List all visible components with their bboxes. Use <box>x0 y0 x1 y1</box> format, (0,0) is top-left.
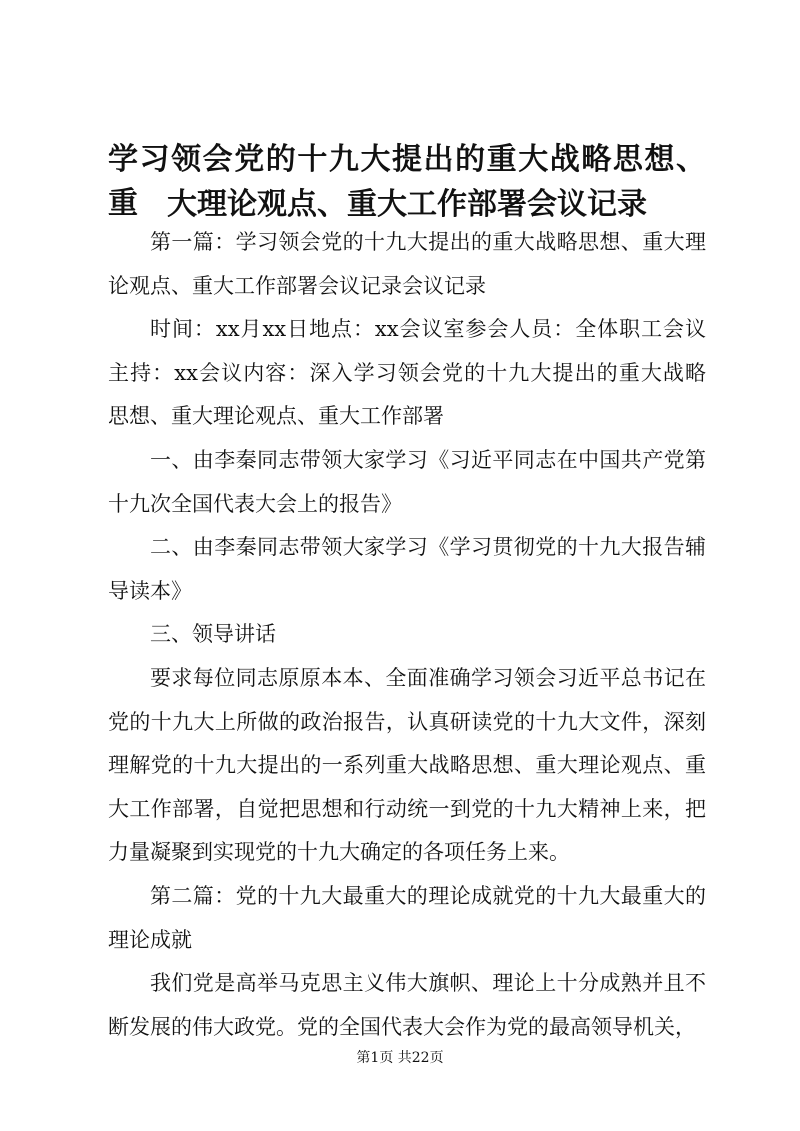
paragraph-line: 三、领导讲话 <box>150 622 276 647</box>
page-footer: 第1页 共22页 <box>356 1050 444 1066</box>
paragraph-line: 理论成就 <box>108 927 192 952</box>
document-title-line-2: 大理论观点、重大工作部署会议记录 <box>167 187 647 222</box>
paragraph-line: 断发展的伟大政党。党的全国代表大会作为党的最高领导机关， <box>108 1014 696 1039</box>
paragraph-line: 第二篇：党的十九大最重大的理论成就党的十九大最重大的 <box>150 883 706 908</box>
paragraph-line: 思想、重大理论观点、重大工作部署 <box>108 404 444 429</box>
paragraph-line: 一、由李秦同志带领大家学习《习近平同志在中国共产党第 <box>150 447 706 472</box>
paragraph-line: 二、由李秦同志带领大家学习《学习贯彻党的十九大报告辅 <box>150 535 706 560</box>
paragraph-line: 理解党的十九大提出的一系列重大战略思想、重大理论观点、重 <box>108 753 706 778</box>
paragraph <box>108 439 706 526</box>
paragraph-line: 十九次全国代表大会上的报告》 <box>108 491 402 516</box>
document-body <box>108 221 706 1049</box>
paragraph <box>108 875 706 962</box>
paragraph-line: 论观点、重大工作部署会议记录会议记录 <box>108 273 486 298</box>
paragraph-line: 时间：xx月xx日地点：xx会议室参会人员：全体职工会议 <box>150 317 706 342</box>
paragraph-line: 主持：xx会议内容：深入学习领会党的十九大提出的重大战略 <box>108 360 706 385</box>
paragraph <box>108 308 706 439</box>
paragraph <box>108 962 706 1049</box>
paragraph-line: 力量凝聚到实现党的十九大确定的各项任务上来。 <box>108 840 570 865</box>
paragraph <box>108 221 706 308</box>
paragraph <box>108 657 706 875</box>
paragraph-line: 党的十九大上所做的政治报告，认真研读党的十九大文件，深刻 <box>108 709 706 734</box>
paragraph <box>108 526 706 613</box>
paragraph-line: 我们党是高举马克思主义伟大旗帜、理论上十分成熟并且不 <box>150 971 706 996</box>
paragraph <box>108 613 706 657</box>
paragraph-line: 第一篇：学习领会党的十九大提出的重大战略思想、重大理 <box>150 230 706 254</box>
paragraph-line: 大工作部署，自觉把思想和行动统一到党的十九大精神上来，把 <box>108 796 706 821</box>
paragraph-line: 导读本》 <box>108 578 192 603</box>
document-title-line-1: 学习领会党的十九大提出的重大战略思想、重 <box>108 142 706 221</box>
paragraph-line: 要求每位同志原原本本、全面准确学习领会习近平总书记在 <box>150 665 706 690</box>
